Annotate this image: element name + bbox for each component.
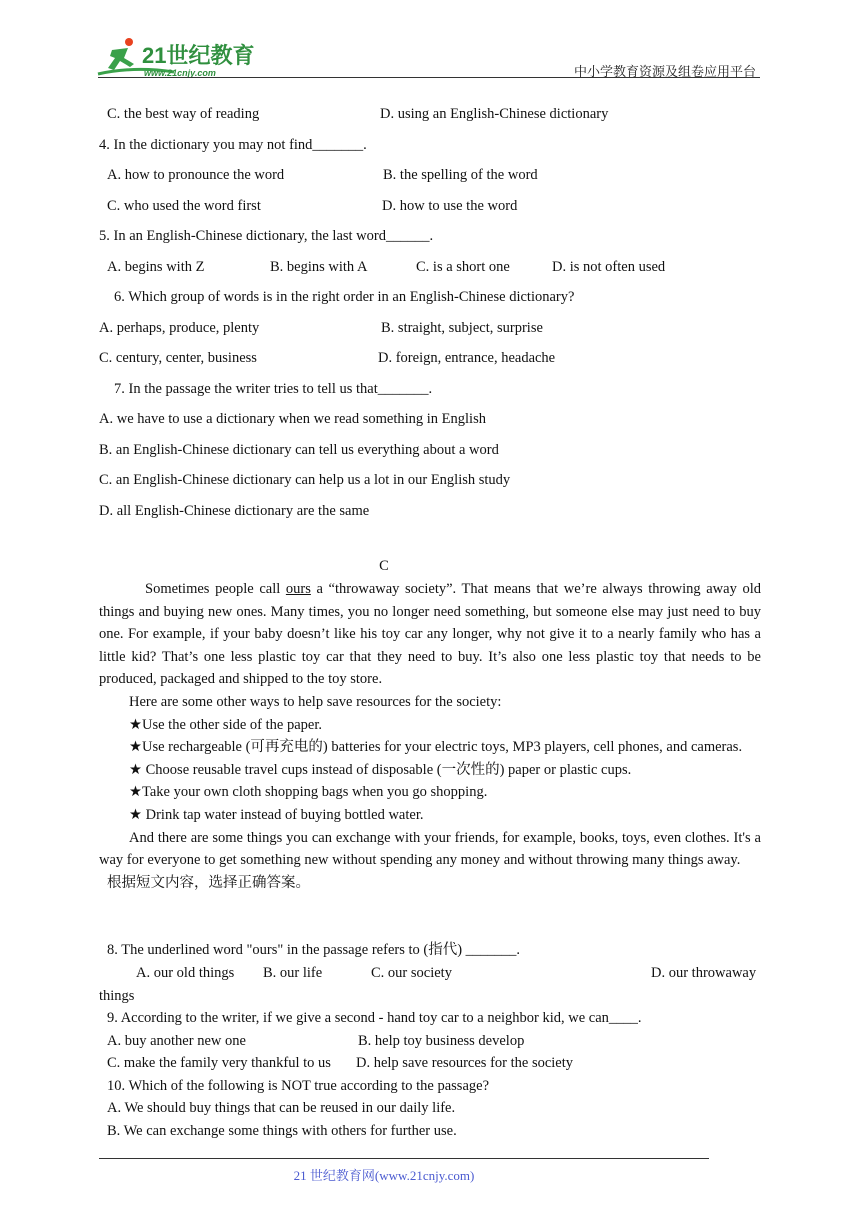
tip-item: ★ Choose reusable travel cups instead of disposable (一次性的) paper or plastic cups. [129, 761, 632, 778]
brand-logo [94, 36, 264, 80]
q3-option-d: D. using an English-Chinese dictionary [380, 106, 609, 122]
q7-option-d: D. all English-Chinese dictionary are the same [99, 503, 370, 519]
logo-text: 21世纪教育 [142, 43, 255, 68]
q8-option-a: A. our old things [136, 965, 235, 981]
q7-option-c: C. an English-Chinese dictionary can help us a lot in our English study [99, 472, 511, 488]
tip-item: ★Use the other side of the paper. [129, 716, 322, 733]
q7-option-b: B. an English-Chinese dictionary can tell us everything about a word [99, 442, 499, 458]
tip-item: ★Use rechargeable (可再充电的) batteries for your electric toys, MP3 players, cell phones, and cameras. [129, 739, 743, 756]
platform-title: 中小学教育资源及组卷应用平台 [573, 65, 756, 80]
q4-option-b: B. the spelling of the word [383, 167, 538, 183]
runner-logo-icon [94, 36, 264, 80]
q6-stem: 6. Which group of words is in the right order in an English-Chinese dictionary? [114, 289, 575, 305]
q6-option-c: C. century, center, business [99, 350, 257, 366]
tip-item: ★ Drink tap water instead of buying bottled water. [129, 806, 424, 823]
q9-option-c: C. make the family very thankful to us [107, 1055, 331, 1071]
logo-url: www.21cnjy.com [144, 68, 216, 78]
q5-option-a: A. begins with Z [107, 259, 205, 275]
q6-option-b: B. straight, subject, surprise [381, 320, 543, 336]
passage-paragraph-3: And there are some things you can exchange with your friends, for example, books, toys, even clothes. It's a way for everyone to get something new without spending any money and without throwing many things away. [99, 829, 761, 869]
header-divider [98, 77, 760, 78]
q4-stem: 4. In the dictionary you may not find_______. [99, 137, 367, 153]
passage-paragraph-2: Here are some other ways to help save resources for the society: [129, 693, 502, 710]
q8-option-d-wrap: things [99, 988, 135, 1004]
underlined-word: ours [285, 581, 311, 597]
q9-option-d: D. help save resources for the society [356, 1055, 574, 1071]
q10-option-b: B. We can exchange some things with others for further use. [107, 1123, 457, 1139]
q5-stem: 5. In an English-Chinese dictionary, the last word______. [99, 228, 434, 244]
instruction-text: 根据短文内容，选择正确答案。 [107, 874, 310, 891]
q4-option-d: D. how to use the word [382, 198, 518, 214]
q5-option-c: C. is a short one [416, 259, 510, 275]
tip-item: ★Take your own cloth shopping bags when you go shopping. [129, 784, 488, 801]
q6-option-a: A. perhaps, produce, plenty [99, 320, 260, 336]
passage-body [99, 578, 761, 894]
q9-option-b: B. help toy business develop [358, 1033, 525, 1049]
footer-divider [99, 1158, 709, 1159]
q8-option-d: D. our throwaway [651, 965, 757, 981]
footer-text: 21 世纪教育网(www.21cnjy.com) [293, 1168, 475, 1183]
q6-option-d: D. foreign, entrance, headache [378, 350, 556, 366]
q4-option-c: C. who used the word first [107, 198, 261, 214]
q5-option-d: D. is not often used [552, 259, 666, 275]
section-label: C [379, 558, 389, 574]
q4-option-a: A. how to pronounce the word [107, 167, 285, 183]
passage-paragraph-1: Sometimes people call ours a “throwaway society”. That means that we’re always throwing away old things and buying new ones. Many times, you no longer need something, but someone else may just need to buy one. For example, if your baby doesn’t like his toy car any longer, why not give it to a nearly family who has a little kid? That’s one less plastic toy car that they need to buy. It’s also one less plastic toy that needs to be produced, packaged and shipped to the toy store. [99, 581, 761, 688]
q10-stem: 10. Which of the following is NOT true according to the passage? [107, 1078, 490, 1094]
q5-option-b: B. begins with A [270, 259, 368, 275]
q7-option-a: A. we have to use a dictionary when we read something in English [99, 411, 486, 427]
q8-option-b: B. our life [263, 965, 323, 981]
q9-stem: 9. According to the writer, if we give a second - hand toy car to a neighbor kid, we can____. [107, 1010, 642, 1026]
q7-stem: 7. In the passage the writer tries to tell us that_______. [114, 381, 433, 397]
q10-option-a: A. We should buy things that can be reused in our daily life. [107, 1100, 456, 1116]
q8-option-c: C. our society [371, 965, 452, 981]
q3-option-c: C. the best way of reading [107, 106, 260, 122]
q9-option-a: A. buy another new one [107, 1033, 246, 1049]
q8-stem: 8. The underlined word "ours" in the passage refers to (指代) _______. [107, 942, 521, 958]
